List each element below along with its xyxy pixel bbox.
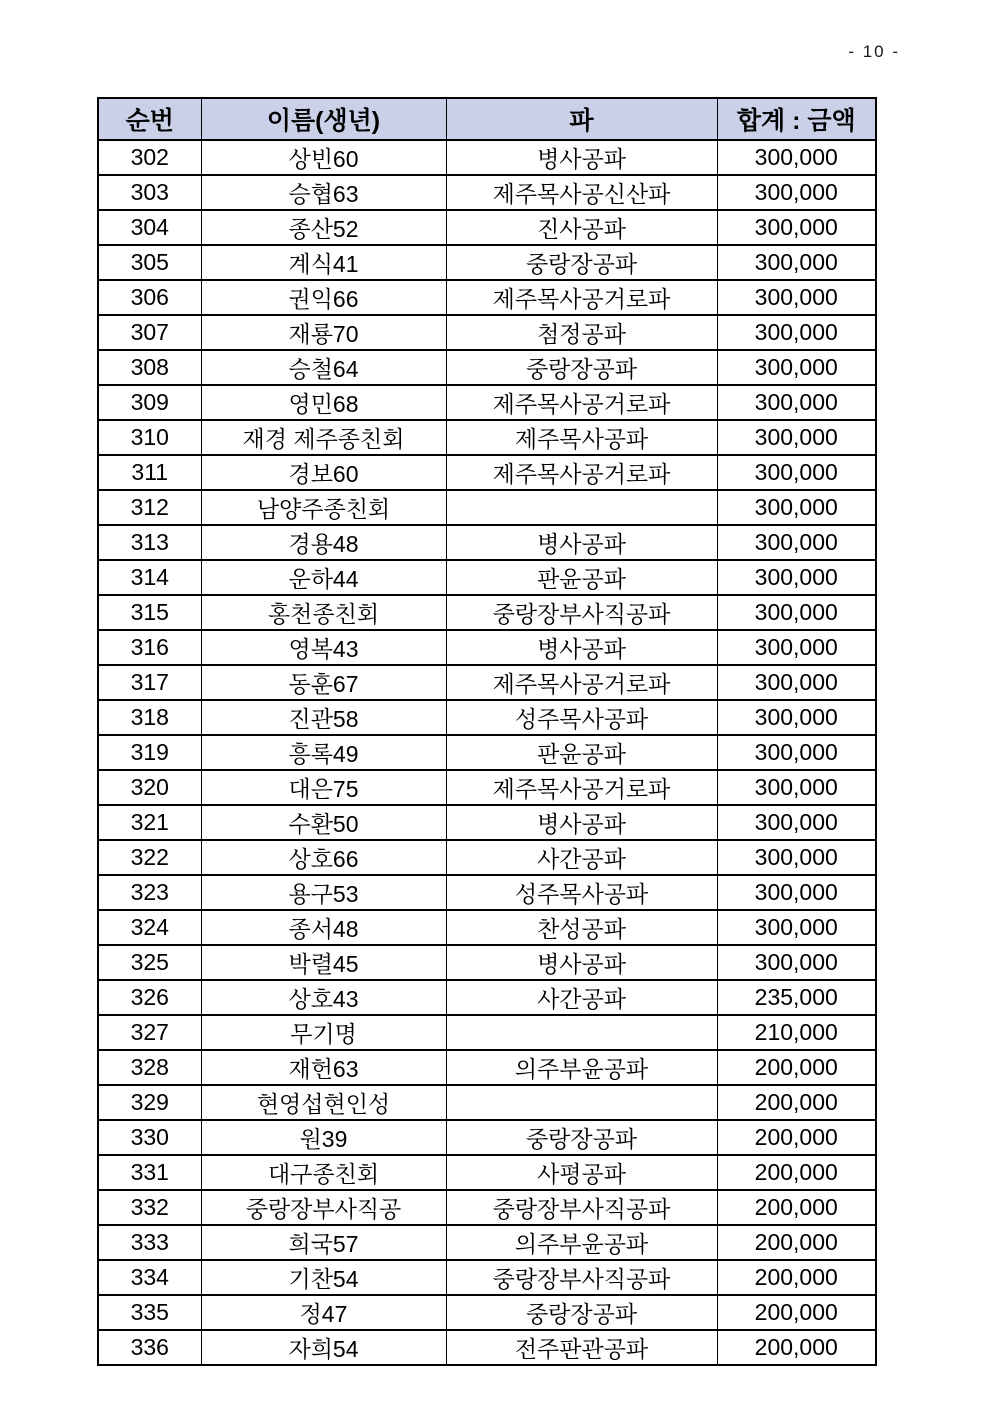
table-row (98, 805, 876, 840)
table-row (98, 630, 876, 665)
amount-cell: 300,000 (717, 875, 876, 910)
amount-cell: 200,000 (717, 1190, 876, 1225)
name-cell: 무기명 (201, 1015, 446, 1050)
amount-cell: 300,000 (717, 175, 876, 210)
table-row (98, 840, 876, 875)
table-row (98, 875, 876, 910)
table-row (98, 420, 876, 455)
table-row (98, 350, 876, 385)
faction-cell: 의주부윤공파 (446, 1225, 717, 1260)
amount-cell: 300,000 (717, 630, 876, 665)
faction-cell: 사간공파 (446, 980, 717, 1015)
table-row (98, 1155, 876, 1190)
faction-cell: 첨정공파 (446, 315, 717, 350)
row-no-cell: 309 (98, 385, 201, 420)
faction-cell: 제주목사공거로파 (446, 455, 717, 490)
name-cell: 자희54 (201, 1330, 446, 1365)
faction-cell: 중랑장부사직공파 (446, 1260, 717, 1295)
name-cell: 대구종친회 (201, 1155, 446, 1190)
row-no-cell: 303 (98, 175, 201, 210)
name-cell: 경보60 (201, 455, 446, 490)
name-cell: 권익66 (201, 280, 446, 315)
amount-cell: 300,000 (717, 315, 876, 350)
name-cell: 대은75 (201, 770, 446, 805)
row-no-cell: 312 (98, 490, 201, 525)
name-cell: 영복43 (201, 630, 446, 665)
amount-cell: 300,000 (717, 665, 876, 700)
table-row (98, 910, 876, 945)
faction-cell: 병사공파 (446, 140, 717, 175)
name-cell: 경용48 (201, 525, 446, 560)
faction-cell: 중랑장공파 (446, 1295, 717, 1330)
table-row (98, 280, 876, 315)
faction-cell: 제주목사공거로파 (446, 280, 717, 315)
name-cell: 재경 제주종친회 (201, 420, 446, 455)
table-row (98, 245, 876, 280)
table-row (98, 210, 876, 245)
faction-cell: 제주목사공거로파 (446, 665, 717, 700)
name-cell: 동훈67 (201, 665, 446, 700)
amount-cell: 300,000 (717, 595, 876, 630)
row-no-cell: 336 (98, 1330, 201, 1365)
faction-cell: 중랑장공파 (446, 1120, 717, 1155)
table-row (98, 1190, 876, 1225)
table-body (98, 140, 876, 1365)
name-cell: 승철64 (201, 350, 446, 385)
faction-cell: 성주목사공파 (446, 700, 717, 735)
row-no-cell: 317 (98, 665, 201, 700)
amount-cell: 300,000 (717, 700, 876, 735)
faction-cell: 중랑장공파 (446, 245, 717, 280)
table-row (98, 945, 876, 980)
amount-cell: 300,000 (717, 770, 876, 805)
amount-cell: 235,000 (717, 980, 876, 1015)
amount-cell: 300,000 (717, 140, 876, 175)
row-no-cell: 330 (98, 1120, 201, 1155)
name-cell: 정47 (201, 1295, 446, 1330)
amount-cell: 200,000 (717, 1120, 876, 1155)
faction-cell (446, 1085, 717, 1120)
amount-cell: 300,000 (717, 210, 876, 245)
table-row (98, 560, 876, 595)
row-no-cell: 335 (98, 1295, 201, 1330)
column-header-amount: 합계 : 금액 (717, 98, 876, 140)
table-row (98, 140, 876, 175)
faction-cell: 성주목사공파 (446, 875, 717, 910)
faction-cell (446, 490, 717, 525)
name-cell: 박렬45 (201, 945, 446, 980)
row-no-cell: 305 (98, 245, 201, 280)
amount-cell: 300,000 (717, 385, 876, 420)
faction-cell: 병사공파 (446, 525, 717, 560)
name-cell: 종서48 (201, 910, 446, 945)
faction-cell: 제주목사공신산파 (446, 175, 717, 210)
amount-cell: 200,000 (717, 1155, 876, 1190)
page-number: - 10 - (848, 42, 900, 61)
row-no-cell: 320 (98, 770, 201, 805)
name-cell: 운하44 (201, 560, 446, 595)
row-no-cell: 308 (98, 350, 201, 385)
faction-cell: 병사공파 (446, 805, 717, 840)
amount-cell: 300,000 (717, 350, 876, 385)
amount-cell: 200,000 (717, 1330, 876, 1365)
amount-cell: 300,000 (717, 420, 876, 455)
column-header-name: 이름(생년) (201, 98, 446, 140)
column-header-no: 순번 (98, 98, 201, 140)
row-no-cell: 333 (98, 1225, 201, 1260)
row-no-cell: 315 (98, 595, 201, 630)
faction-cell: 중랑장공파 (446, 350, 717, 385)
row-no-cell: 306 (98, 280, 201, 315)
amount-cell: 300,000 (717, 735, 876, 770)
row-no-cell: 314 (98, 560, 201, 595)
name-cell: 흥록49 (201, 735, 446, 770)
table-row (98, 385, 876, 420)
faction-cell: 판윤공파 (446, 560, 717, 595)
amount-cell: 300,000 (717, 560, 876, 595)
row-no-cell: 302 (98, 140, 201, 175)
faction-cell: 의주부윤공파 (446, 1050, 717, 1085)
name-cell: 남양주종친회 (201, 490, 446, 525)
table-row (98, 490, 876, 525)
faction-cell: 제주목사공파 (446, 420, 717, 455)
name-cell: 재룡70 (201, 315, 446, 350)
row-no-cell: 323 (98, 875, 201, 910)
table-row (98, 1225, 876, 1260)
amount-cell: 200,000 (717, 1225, 876, 1260)
faction-cell: 중랑장부사직공파 (446, 1190, 717, 1225)
name-cell: 상호66 (201, 840, 446, 875)
row-no-cell: 310 (98, 420, 201, 455)
name-cell: 진관58 (201, 700, 446, 735)
faction-cell: 사평공파 (446, 1155, 717, 1190)
faction-cell: 병사공파 (446, 945, 717, 980)
amount-cell: 300,000 (717, 455, 876, 490)
amount-cell: 200,000 (717, 1050, 876, 1085)
amount-cell: 200,000 (717, 1085, 876, 1120)
name-cell: 영민68 (201, 385, 446, 420)
faction-cell: 판윤공파 (446, 735, 717, 770)
table-row (98, 1295, 876, 1330)
name-cell: 원39 (201, 1120, 446, 1155)
table-row (98, 1050, 876, 1085)
table-row (98, 1120, 876, 1155)
table-row (98, 175, 876, 210)
faction-cell: 제주목사공거로파 (446, 385, 717, 420)
faction-cell: 진사공파 (446, 210, 717, 245)
row-no-cell: 326 (98, 980, 201, 1015)
table-row (98, 595, 876, 630)
row-no-cell: 311 (98, 455, 201, 490)
row-no-cell: 332 (98, 1190, 201, 1225)
row-no-cell: 304 (98, 210, 201, 245)
column-header-faction: 파 (446, 98, 717, 140)
amount-cell: 210,000 (717, 1015, 876, 1050)
amount-cell: 300,000 (717, 245, 876, 280)
table-row (98, 455, 876, 490)
name-cell: 수환50 (201, 805, 446, 840)
row-no-cell: 328 (98, 1050, 201, 1085)
table-row (98, 1260, 876, 1295)
table-row (98, 665, 876, 700)
faction-cell (446, 1015, 717, 1050)
name-cell: 현영섭현인성 (201, 1085, 446, 1120)
amount-cell: 200,000 (717, 1260, 876, 1295)
name-cell: 희국57 (201, 1225, 446, 1260)
table-row (98, 315, 876, 350)
name-cell: 기찬54 (201, 1260, 446, 1295)
row-no-cell: 329 (98, 1085, 201, 1120)
amount-cell: 200,000 (717, 1295, 876, 1330)
faction-cell: 전주판관공파 (446, 1330, 717, 1365)
name-cell: 용구53 (201, 875, 446, 910)
name-cell: 재헌63 (201, 1050, 446, 1085)
row-no-cell: 324 (98, 910, 201, 945)
name-cell: 승협63 (201, 175, 446, 210)
row-no-cell: 318 (98, 700, 201, 735)
name-cell: 계식41 (201, 245, 446, 280)
table-row (98, 525, 876, 560)
faction-cell: 중랑장부사직공파 (446, 595, 717, 630)
row-no-cell: 316 (98, 630, 201, 665)
faction-cell: 찬성공파 (446, 910, 717, 945)
amount-cell: 300,000 (717, 945, 876, 980)
name-cell: 상빈60 (201, 140, 446, 175)
table-row (98, 1015, 876, 1050)
table-row (98, 1085, 876, 1120)
row-no-cell: 325 (98, 945, 201, 980)
amount-cell: 300,000 (717, 490, 876, 525)
donation-roster-table (97, 97, 877, 1366)
faction-cell: 병사공파 (446, 630, 717, 665)
row-no-cell: 331 (98, 1155, 201, 1190)
faction-cell: 사간공파 (446, 840, 717, 875)
row-no-cell: 321 (98, 805, 201, 840)
table-header (98, 98, 876, 140)
amount-cell: 300,000 (717, 910, 876, 945)
row-no-cell: 322 (98, 840, 201, 875)
table-row (98, 1330, 876, 1365)
name-cell: 중랑장부사직공 (201, 1190, 446, 1225)
faction-cell: 제주목사공거로파 (446, 770, 717, 805)
table-header-row (98, 98, 876, 140)
name-cell: 홍천종친회 (201, 595, 446, 630)
table-row (98, 980, 876, 1015)
amount-cell: 300,000 (717, 280, 876, 315)
amount-cell: 300,000 (717, 525, 876, 560)
table-row (98, 770, 876, 805)
row-no-cell: 313 (98, 525, 201, 560)
row-no-cell: 327 (98, 1015, 201, 1050)
name-cell: 종산52 (201, 210, 446, 245)
amount-cell: 300,000 (717, 840, 876, 875)
table-row (98, 700, 876, 735)
row-no-cell: 334 (98, 1260, 201, 1295)
amount-cell: 300,000 (717, 805, 876, 840)
table-row (98, 735, 876, 770)
name-cell: 상호43 (201, 980, 446, 1015)
row-no-cell: 319 (98, 735, 201, 770)
row-no-cell: 307 (98, 315, 201, 350)
